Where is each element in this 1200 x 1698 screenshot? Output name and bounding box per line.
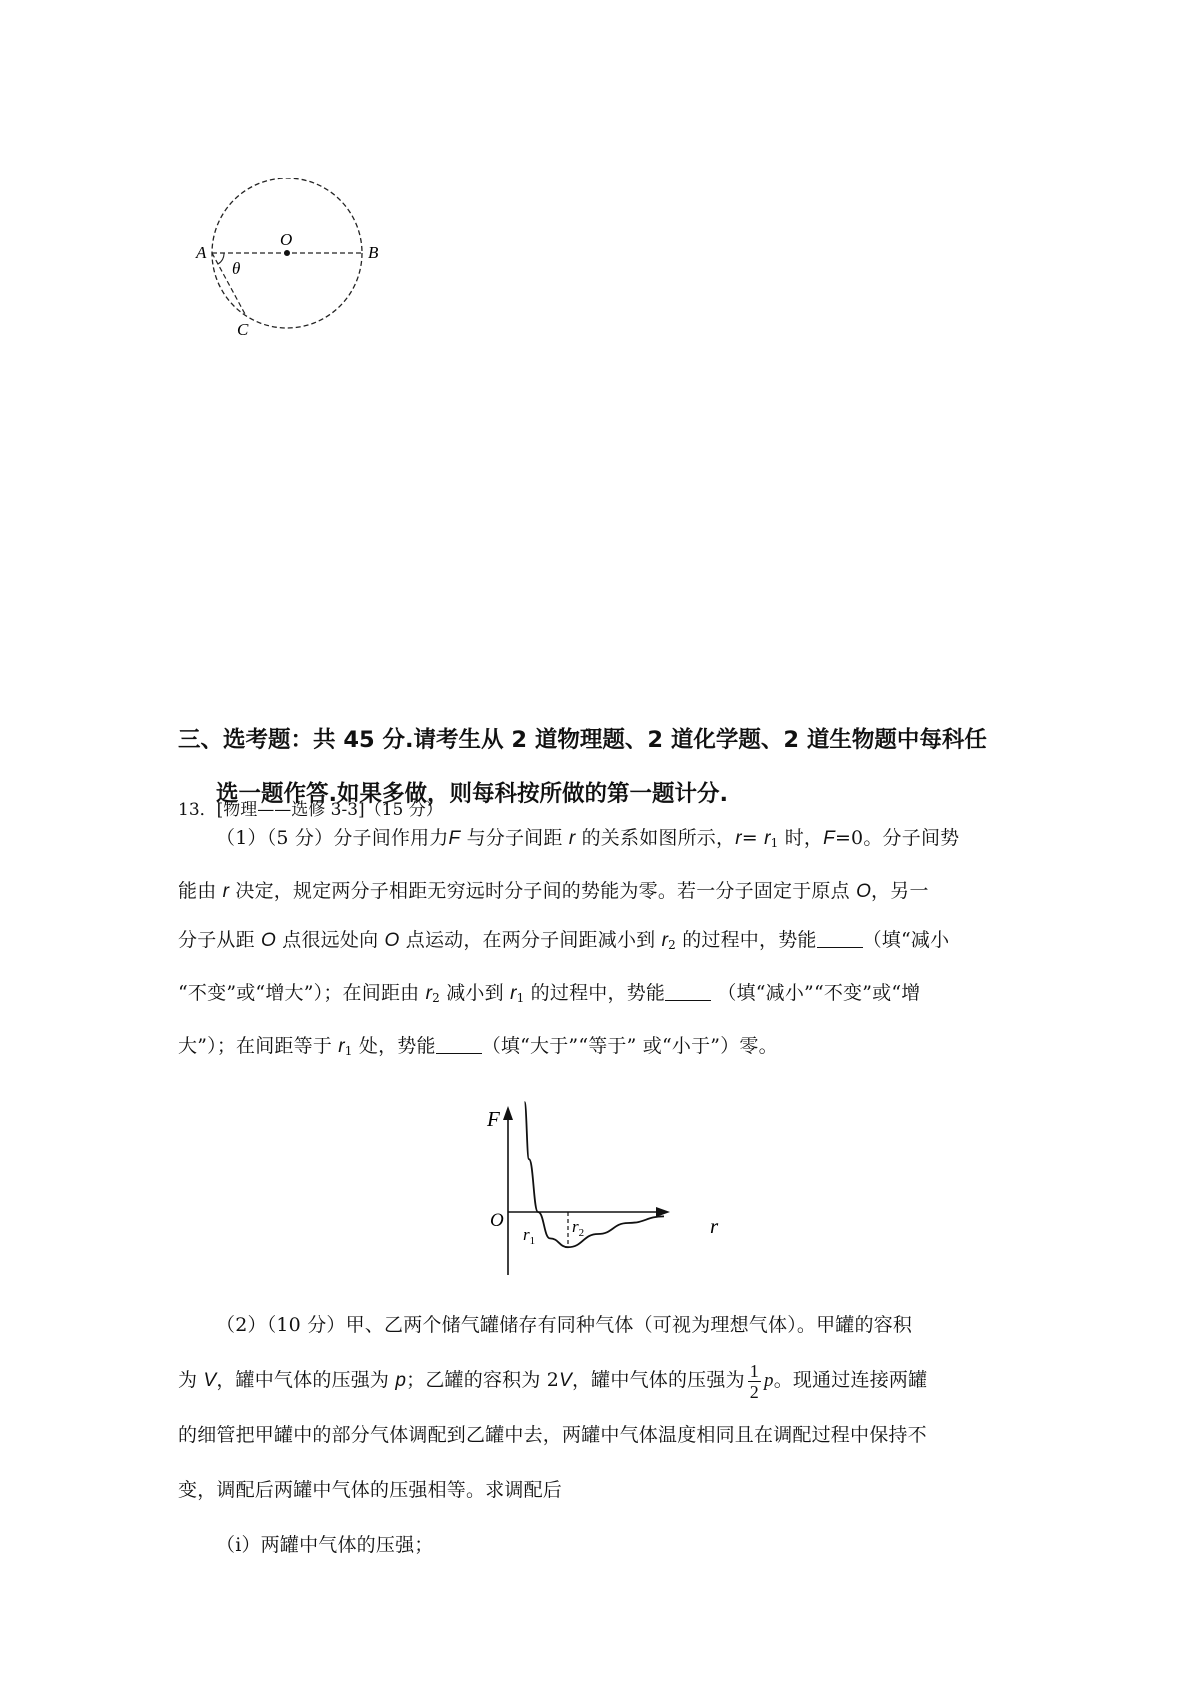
question-title: 13．[物理——选修 3-3]（15 分） (178, 800, 443, 820)
force-distance-graph (470, 1100, 730, 1285)
answer-blank-3[interactable] (436, 1033, 482, 1054)
part1-paragraph (178, 814, 1038, 1075)
part1-line3: 分子从距 O 点很远处向 O 点运动，在两分子间距减小到 $r_2$ 的过程中，势能 （填“减小 (178, 929, 950, 952)
part1-line2: 能由 r 决定，规定两分子相距无穷远时分子间的势能为零。若一分子固定于原点 O，另一 (178, 880, 929, 902)
answer-blank-1[interactable] (817, 927, 863, 948)
fraction-one-half: $\frac{1}{2}$ (749, 1360, 759, 1402)
section-heading-line1: 三、选考题：共 45 分.请考生从 2 道物理题、2 道化学题、2 道生物题中每科任 (178, 727, 987, 753)
label-theta: θ (232, 259, 241, 278)
label-O: O (280, 230, 293, 249)
part2-line4: 变，调配后两罐中气体的压强相等。求调配后 (178, 1479, 563, 1501)
part1-line5: 大”）；在间距等于 $r_1$ 处，势能 （填“大于”“等于” 或“小于”）零。 (178, 1035, 778, 1058)
label-A: A (196, 243, 207, 262)
label-B: B (368, 243, 379, 262)
part2-line1: （2）（10 分）甲、乙两个储气罐储存有同种气体（可视为理想气体）。甲罐的容积 (216, 1314, 913, 1336)
tick-label-r2: $r_2$ (572, 1217, 585, 1239)
force-curve (525, 1102, 665, 1247)
y-axis-label: F (487, 1107, 500, 1131)
center-point-O (284, 250, 290, 256)
origin-label: O (490, 1210, 504, 1231)
theta-arc (218, 253, 224, 264)
part1-line4: “不变”或“增大”）；在间距由 $r_2$ 减小到 $r_1$ 的过程中，势能 （填“减小”“不变”或“增 (178, 982, 921, 1005)
part2-paragraph (178, 1298, 1038, 1573)
part1-line1: （1）（5 分）分子间作用力F 与分子间距 r 的关系如图所示，$r= r_1$ 时，F=0。分子间势 (216, 827, 960, 850)
part2-line2: 为 V，罐中气体的压强为 p；乙罐的容积为 2V，罐中气体的压强为 $\frac{1}{2}$ p。现通过连接两罐 (178, 1360, 928, 1402)
tick-label-r1: $r_1$ (523, 1225, 536, 1247)
label-C: C (237, 320, 249, 339)
y-axis-arrow (503, 1106, 513, 1120)
answer-blank-2[interactable] (665, 980, 711, 1001)
x-axis-arrow (656, 1207, 670, 1217)
section-heading-line2: 选一题作答.如果多做，则每科按所做的第一题计分. (216, 781, 729, 807)
x-axis-label: r (710, 1214, 719, 1238)
circle-figure (190, 178, 430, 358)
part2-sub-i: （i）两罐中气体的压强； (216, 1534, 434, 1556)
part2-line3: 的细管把甲罐中的部分气体调配到乙罐中去，两罐中气体温度相同且在调配过程中保持不 (178, 1424, 927, 1446)
